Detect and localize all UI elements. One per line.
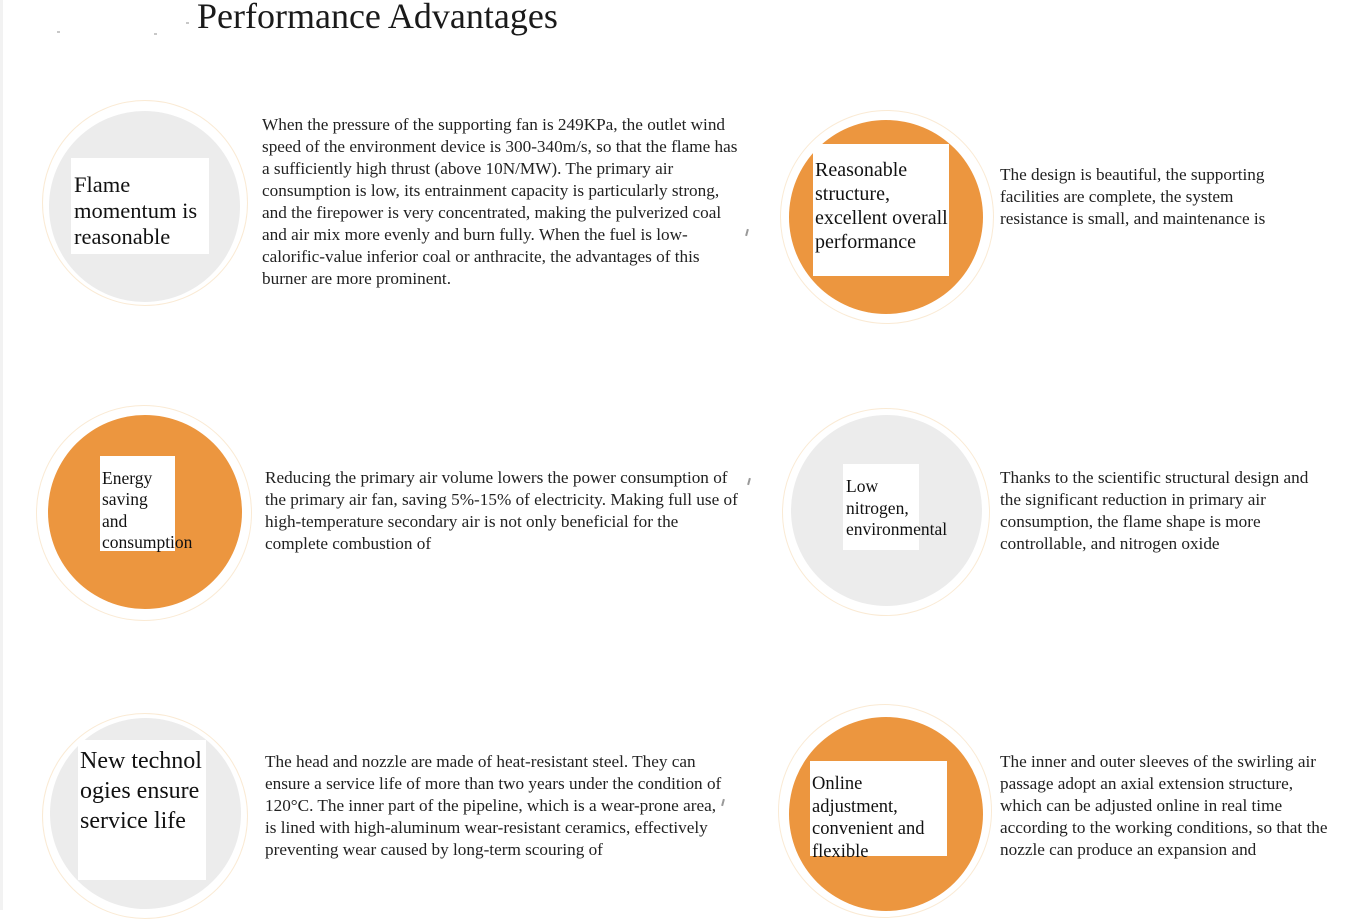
- feature-description: The inner and outer sleeves of the swirling air passage adopt an axial extension structure, which can be adjusted online in real time according to the working conditions, so that the nozzle can produce an expansion and: [1000, 752, 1328, 859]
- decorative-tick: [747, 478, 751, 485]
- feature-label: Online adjustment, convenient and flexible: [810, 761, 947, 856]
- feature-description: The design is beautiful, the supporting facilities are complete, the system resistance is small, and maintenance is: [1000, 165, 1266, 228]
- decorative-tick: [745, 229, 749, 236]
- feature-label: Low nitrogen, environmental: [843, 464, 919, 550]
- feature-description: The head and nozzle are made of heat-resistant steel. They can ensure a service life of more than two years under the condition of 120°C. The inner part of the pipeline, which is a wear-prone area, is lined with high-aluminum wear-resistant ceramics, effectively preventing wear caused by long-term scouring of: [265, 752, 722, 859]
- page-title: Performance Advantages: [197, 0, 558, 36]
- feature-label: New technologies ensure service life: [78, 740, 206, 880]
- feature-description: Thanks to the scientific structural design and the significant reduction in primary air consumption, the flame shape is more controllable, and nitrogen oxide: [1000, 468, 1309, 553]
- decorative-dot: [186, 22, 189, 24]
- feature-label: Reasonable structure, excellent overall performance: [813, 144, 949, 276]
- decorative-dot: [154, 33, 157, 35]
- feature-description: Reducing the primary air volume lowers the power consumption of the primary air fan, saving 5%-15% of electricity. Making full use of high-temperature secondary air is not only beneficial for the complete combustion of: [265, 468, 738, 553]
- page-left-border: [0, 0, 3, 910]
- feature-label: Flame momentum is reasonable: [71, 158, 209, 254]
- decorative-dot: [57, 31, 60, 33]
- feature-label: Energy saving and consumption: [100, 456, 175, 551]
- feature-description: When the pressure of the supporting fan is 249KPa, the outlet wind speed of the environment device is 300-340m/s, so that the flame has a sufficiently high thrust (above 10N/MW). The primary air consumption is low, its entrainment capacity is particularly strong, and the firepower is very concentrated, making the pulverized coal and air mix more evenly and burn fully. When the fuel is low-calorific-value inferior coal or anthracite, the advantages of this burner are more prominent.: [262, 115, 738, 288]
